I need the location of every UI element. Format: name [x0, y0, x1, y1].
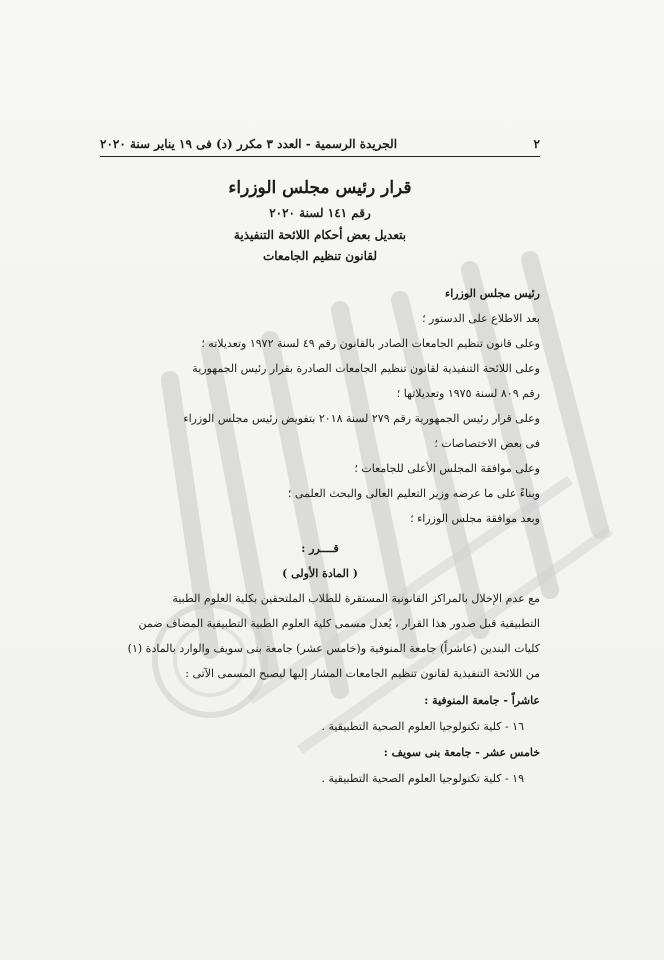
university-heading: خامس عشر - جامعة بنى سويف : — [383, 746, 540, 759]
preamble-line: وبعد موافقة مجلس الوزراء ؛ — [410, 512, 540, 525]
gazette-issue-line: الجريدة الرسمية - العدد ٣ مكرر (د) فى ١٩ يناير سنة ٢٠٢٠ — [100, 137, 398, 151]
page-number: ٢ — [533, 137, 540, 151]
preamble-line: وعلى اللائحة التنفيذية لقانون تنظيم الجامعات الصادرة بقرار رئيس الجمهورية — [192, 362, 540, 375]
decree-number: رقم ١٤١ لسنة ٢٠٢٠ — [269, 206, 371, 220]
article-line: كليات البندين (عاشراً) جامعة المنوفية و(خامس عشر) جامعة بنى سويف والوارد بالمادة (١) — [127, 642, 540, 655]
preamble-line: وبناءً على ما عرضه وزير التعليم العالى والبحث العلمى ؛ — [287, 487, 540, 500]
article-title: ( المادة الأولى ) — [282, 567, 358, 580]
article-line: مع عدم الإخلال بالمراكز القانونية المستقرة للطلاب الملتحقين بكلية العلوم الطبية — [172, 592, 540, 605]
preamble-line: وعلى قرار رئيس الجمهورية رقم ٢٧٩ لسنة ٢٠١٨ بتفويض رئيس مجلس الوزراء — [183, 412, 540, 425]
preamble-line: فى بعض الاختصاصات ؛ — [434, 437, 540, 450]
preamble-line: وعلى موافقة المجلس الأعلى للجامعات ؛ — [354, 462, 540, 475]
decree-subject: بتعديل بعض أحكام اللائحة التنفيذية — [233, 228, 407, 242]
preamble-line: بعد الاطلاع على الدستور ؛ — [422, 312, 540, 325]
faculty-entry: ١٩ - كلية تكنولوجيا العلوم الصحية التطبيقية . — [321, 772, 524, 785]
university-heading: عاشراً - جامعة المنوفية : — [424, 694, 540, 707]
article-line: التطبيقية قبل صدور هذا القرار ، يُعدل مسمى كلية العلوم الطبية التطبيقية المضاف ضمن — [138, 617, 540, 630]
resolution-heading: قــــرر : — [301, 542, 339, 555]
decree-title: قرار رئيس مجلس الوزراء — [228, 178, 412, 198]
document-content — [100, 0, 540, 960]
running-header — [100, 137, 540, 151]
article-line: من اللائحة التنفيذية لقانون تنظيم الجامعات المشار إليها ليصبح المسمى الآتى : — [185, 667, 540, 680]
decree-law-name: لقانون تنظيم الجامعات — [262, 249, 378, 263]
faculty-entry: ١٦ - كلية تكنولوجيا العلوم الصحية التطبيقية . — [321, 720, 524, 733]
preamble-line: وعلى قانون تنظيم الجامعات الصادر بالقانون رقم ٤٩ لسنة ١٩٧٢ وتعديلاته ؛ — [201, 337, 540, 350]
preamble-line: رقم ٨٠٩ لسنة ١٩٧٥ وتعديلاتها ؛ — [396, 387, 540, 400]
header-divider — [100, 156, 540, 157]
issuer-heading: رئيس مجلس الوزراء — [445, 287, 540, 300]
decree-title-block — [100, 178, 540, 263]
